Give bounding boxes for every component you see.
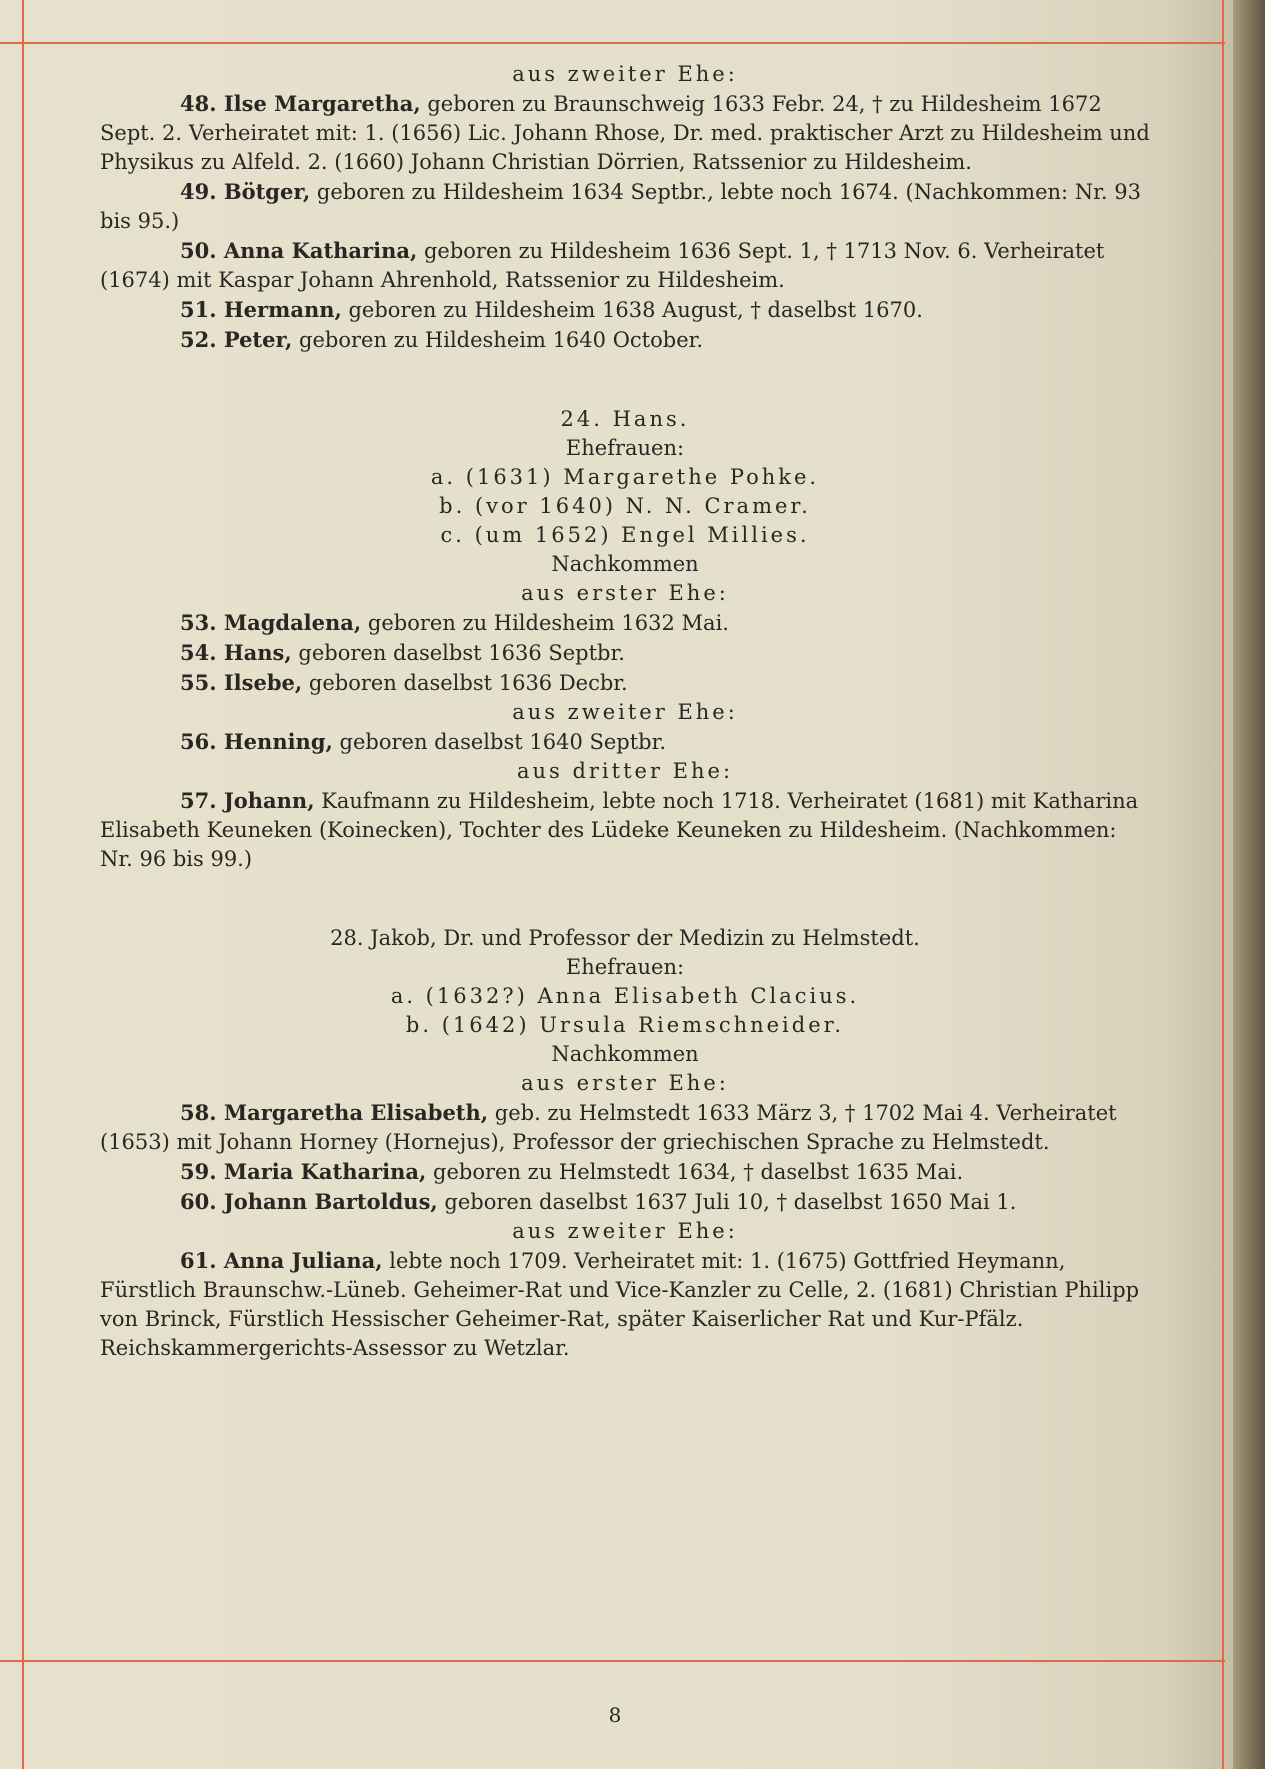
entry-49: 49. Bötger, geboren zu Hildesheim 1634 Septbr., lebte noch 1674. (Nachkommen: Nr. 93 bis 95.) — [100, 179, 1141, 233]
entry-50: 50. Anna Katharina, geboren zu Hildesheim 1636 Sept. 1, † 1713 Nov. 6. Verheiratet (1674) mit Kaspar Johann Ahrenhold, Ratssenior zu Hildesheim. — [100, 238, 1105, 292]
subheading-first-marriage: aus erster Ehe: — [521, 581, 729, 605]
top-margin-rule — [0, 42, 1225, 44]
entry-53: 53. Magdalena, geboren zu Hildesheim 1632 Mai. — [180, 610, 729, 635]
bottom-margin-rule — [0, 1660, 1225, 1662]
book-spine — [1233, 0, 1265, 1769]
left-margin-rule — [22, 0, 24, 1769]
subheading-second-marriage: aus zweiter Ehe: — [512, 1219, 738, 1243]
subheading-second-marriage: aus zweiter Ehe: — [512, 700, 738, 724]
descendants-label: Nachkommen — [551, 552, 699, 576]
section-heading-hans: 24. Hans. — [560, 407, 690, 431]
descendants-label: Nachkommen — [551, 1042, 699, 1066]
entry-58: 58. Margaretha Elisabeth, geb. zu Helmstedt 1633 März 3, † 1702 Mai 4. Verheiratet (1653) mit Johann Horney (Hornejus), Professor der griechischen Sprache zu Helmstedt. — [100, 1100, 1117, 1154]
entry-59: 59. Maria Katharina, geboren zu Helmstedt 1634, † daselbst 1635 Mai. — [180, 1159, 964, 1184]
section-heading-jakob: 28. Jakob, Dr. und Professor der Medizin zu Helmstedt. — [330, 926, 920, 950]
right-margin-rule — [1222, 0, 1224, 1769]
entry-56: 56. Henning, geboren daselbst 1640 Septbr. — [180, 729, 667, 754]
entry-54: 54. Hans, geboren daselbst 1636 Septbr. — [180, 640, 625, 665]
wives-label: Ehefrauen: — [565, 436, 685, 460]
wife-b: b. (vor 1640) N. N. Cramer. — [439, 494, 811, 518]
wife-b: b. (1642) Ursula Riemschneider. — [405, 1013, 845, 1037]
subheading-first-marriage: aus erster Ehe: — [521, 1071, 729, 1095]
entry-48: 48. Ilse Margaretha, geboren zu Braunschweig 1633 Febr. 24, † zu Hildesheim 1672 Sept. 2. Verheiratet mit: 1. (1656) Lic. Johann Rhose, Dr. med. praktischer Arzt zu Hildesheim und Physikus zu Alfeld. 2. (1660) Johann Christian Dörrien, Ratssenior zu Hildesheim. — [100, 91, 1150, 174]
page-number: 8 — [608, 1703, 622, 1727]
page-text — [100, 60, 1150, 1363]
wife-c: c. (um 1652) Engel Millies. — [440, 523, 810, 547]
entry-60: 60. Johann Bartoldus, geboren daselbst 1637 Juli 10, † daselbst 1650 Mai 1. — [180, 1189, 1017, 1214]
entry-57: 57. Johann, Kaufmann zu Hildesheim, lebte noch 1718. Verheiratet (1681) mit Katharina Elisabeth Keuneken (Koinecken), Tochter des Lüdeke Keuneken zu Hildesheim. (Nachkommen: Nr. 96 bis 99.) — [100, 788, 1139, 871]
entry-61: 61. Anna Juliana, lebte noch 1709. Verheiratet mit: 1. (1675) Gottfried Heymann, Fürstlich Braunschw.-Lüneb. Geheimer-Rat und Vice-Kanzler zu Celle, 2. (1681) Christian Philipp von Brinck, Fürstlich Hessischer Geheimer-Rat, später Kaiserlicher Rat und Kur-Pfälz. Reichskammergerichts-Assessor zu Wetzlar. — [100, 1248, 1140, 1360]
subheading-second-marriage: aus zweiter Ehe: — [512, 62, 738, 86]
entry-51: 51. Hermann, geboren zu Hildesheim 1638 August, † daselbst 1670. — [180, 297, 923, 322]
entry-52: 52. Peter, geboren zu Hildesheim 1640 October. — [180, 327, 704, 352]
wife-a: a. (1632?) Anna Elisabeth Clacius. — [390, 984, 860, 1008]
subheading-third-marriage: aus dritter Ehe: — [516, 759, 734, 783]
wife-a: a. (1631) Margarethe Pohke. — [430, 465, 820, 489]
wives-label: Ehefrauen: — [565, 955, 685, 979]
entry-55: 55. Ilsebe, geboren daselbst 1636 Decbr. — [180, 670, 628, 695]
